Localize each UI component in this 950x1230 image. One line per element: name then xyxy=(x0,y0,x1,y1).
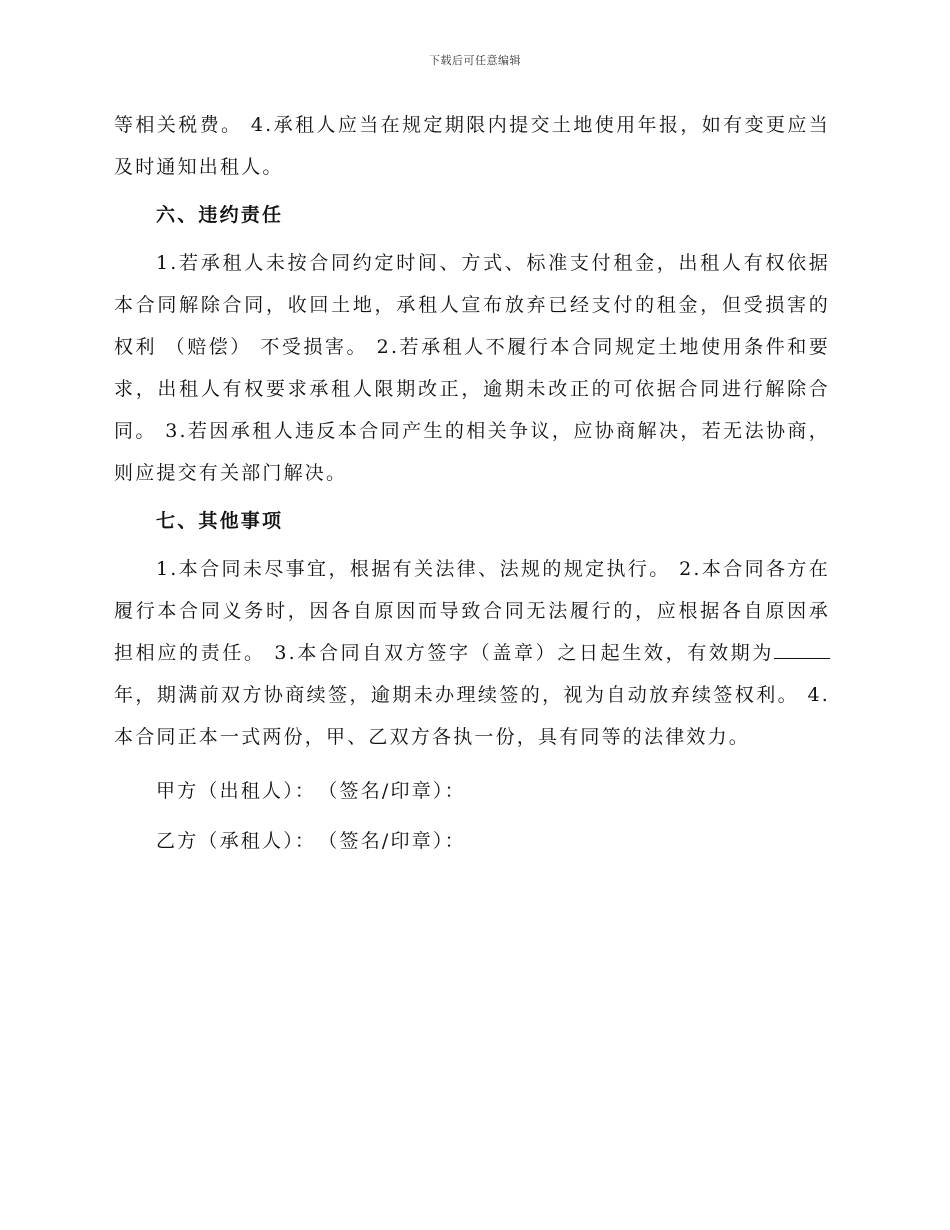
section-7-heading: 七、其他事项 xyxy=(156,510,284,532)
section-6-body: 1.若承租人未按合同约定时间、方式、标准支付租金，出租人有权依据本合同解除合同，收回土地，承租人宣布放弃已经支付的租金，但受损害的权利 （赔偿） 不受损害。 2.若承租人不履行本合同规定土地使用条件和要求，出租人有权要求承租人限期改正，逾期未改正的可依据合同进行解除合同。 3.若因承租人违反本合同产生的相关争议，应协商解决，若无法协商，则应提交有关部门解决。 xyxy=(114,252,830,484)
section-6-heading: 六、违约责任 xyxy=(156,204,284,226)
document-body xyxy=(114,104,830,870)
section-7-text-part1: 1.本合同未尽事宜，根据有关法律、法规的规定执行。 2.本合同各方在履行本合同义务时，因各自原因而导致合同无法履行的，应根据各自原因承担相应的责任。 3.本合同自双方签字（盖章）之日起生效，有效期为 xyxy=(114,558,830,664)
page-header: 下载后可任意编辑 xyxy=(429,54,521,67)
party-a-signature: 甲方（出租人）： （签名/印章）： xyxy=(156,780,466,802)
section-7-text-part2: 年，期满前双方协商续签，逾期未办理续签的，视为自动放弃续签权利。 4.本合同正本一式两份，甲、乙双方各执一份，具有同等的法律效力。 xyxy=(114,684,830,748)
section-7-body xyxy=(114,548,830,758)
intro-paragraph: 等相关税费。 4.承租人应当在规定期限内提交土地使用年报，如有变更应当及时通知出租人。 xyxy=(114,114,830,178)
party-b-signature: 乙方（承租人）： （签名/印章）： xyxy=(156,830,466,852)
validity-period-blank xyxy=(774,638,830,659)
